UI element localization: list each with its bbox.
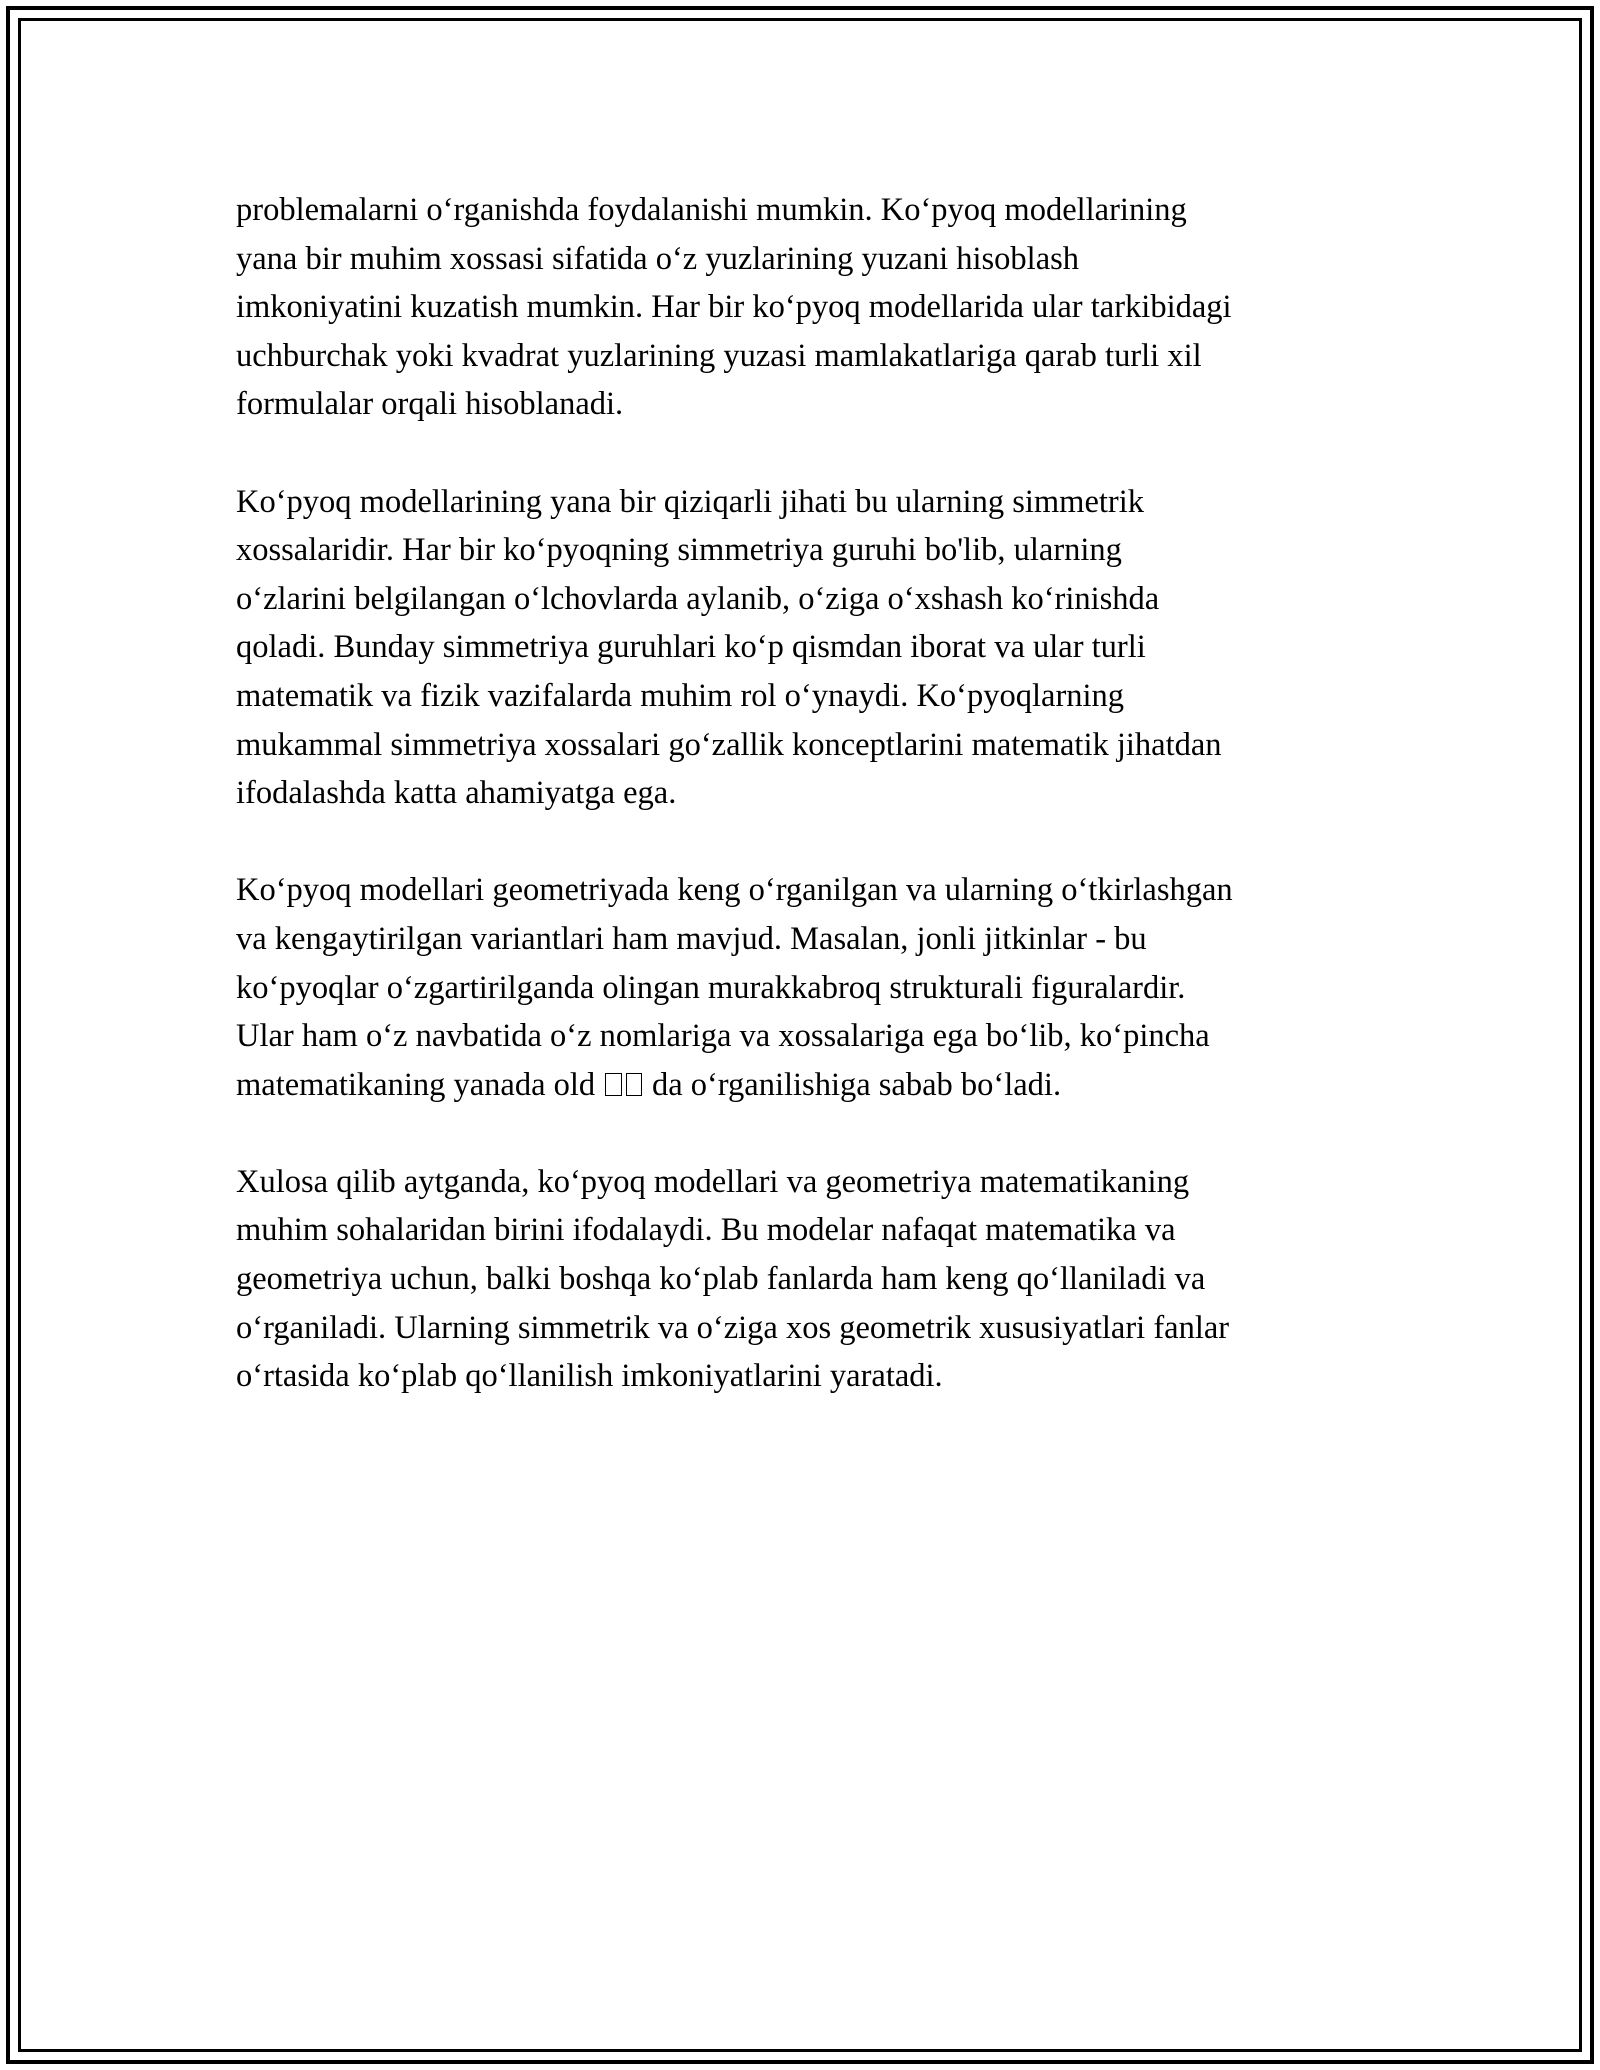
paragraph-3 xyxy=(236,866,1376,1109)
paragraph-3-last-line-start: matematikaning yanada old xyxy=(236,1066,596,1103)
paragraph-1: problemalarni oʻrganishda foydalanishi mumkin. Koʻpyoq modellarining yana bir muhim xossasi sifatida oʻz yuzlarining yuzani hisoblash imkoniyatini kuzatish mumkin. Har bir koʻpyoq modellarida ular tarkibidagi uchburchak yoki kvadrat yuzlarining yuzasi mamlakatlariga qarab turli xil formulalar orqali hisoblanadi. xyxy=(236,192,1232,423)
paragraph-2: Koʻpyoq modellarining yana bir qiziqarli jihati bu ularning simmetrik xossalaridir. Har bir koʻpyoqning simmetriya guruhi bo'lib, ularning oʻzlarini belgilangan oʻlchovlarda aylanib, oʻziga oʻxshash koʻrinishda qoladi. Bunday simmetriya guruhlari koʻp qismdan iborat va ular turli matematik va fizik vazifalarda muhim rol oʻynaydi. Koʻpyoqlarning mukammal simmetriya xossalari goʻzallik konceptlarini matematik jihatdan ifodalashda katta ahamiyatga ega. xyxy=(236,483,1222,812)
missing-glyph-icon xyxy=(605,1073,621,1096)
paragraph-3-last-line xyxy=(236,1067,1061,1103)
paragraph-4: Xulosa qilib aytganda, koʻpyoq modellari va geometriya matematikaning muhim sohalaridan birini ifodalaydi. Bu modelar nafaqat matematika va geometriya uchun, balki boshqa koʻplab fanlarda ham keng qoʻllaniladi va oʻrganiladi. Ularning simmetrik va oʻziga xos geometrik xususiyatlari fanlar oʻrtasida koʻplab qoʻllanilish imkoniyatlarini yaratadi. xyxy=(236,1163,1230,1395)
paragraph-3-last-line-end: da oʻrganilishiga sabab boʻladi. xyxy=(651,1066,1062,1103)
missing-glyph-icon xyxy=(626,1073,642,1096)
document-body xyxy=(236,186,1376,1449)
paragraph-3-text: Koʻpyoq modellari geometriyada keng oʻrganilgan va ularning oʻtkirlashgan va kengaytirilgan variantlari ham mavjud. Masalan, jonli jitkinlar - bu koʻpyoqlar oʻzgartirilganda olingan murakkabroq strukturali figuralardir. Ular ham oʻz navbatida oʻz nomlariga va xossalariga ega boʻlib, koʻpincha xyxy=(236,872,1233,1055)
